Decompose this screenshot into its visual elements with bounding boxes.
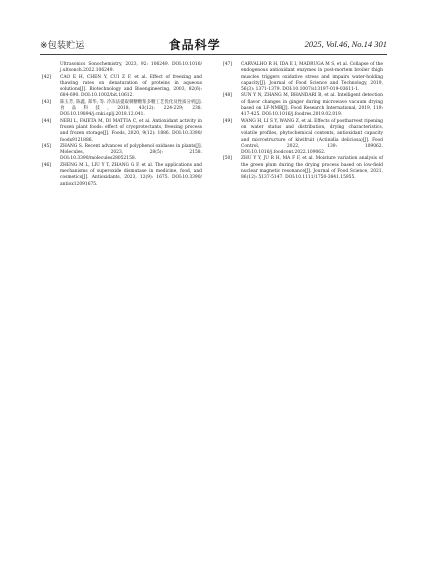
reference-text: ZHENG M L, LIU Y T, ZHANG G F, et al. The applications and mechanisms of superoxide dismutase in medicine, food, and cosmetics[J]. Antioxidants, 2023, 12(9): 1675. DOI:10.3390/ antiox12091675. bbox=[60, 162, 202, 187]
reference-item bbox=[42, 119, 202, 144]
reference-number: [42] bbox=[42, 74, 52, 80]
reference-number: [49] bbox=[223, 118, 233, 124]
reference-item bbox=[223, 93, 383, 118]
reference-item bbox=[223, 156, 383, 181]
reference-text: Ultrasonics Sonochemistry, 2023, 92: 106249. DOI:10.1016/ j.ultsonch.2022.106249. bbox=[60, 62, 202, 74]
journal-title: 食品科学 bbox=[168, 37, 221, 52]
reference-item bbox=[223, 119, 383, 157]
reference-number: [44] bbox=[42, 118, 52, 124]
reference-item bbox=[42, 100, 202, 119]
reference-number: [46] bbox=[42, 162, 52, 168]
reference-text: SUN Y N, ZHANG M, BHANDARI B, et al. Intelligent detection of flavor changes in ginger during microwave vacuum drying based on LF-NMR[J]. Food Research International, 2019, 119: 417-425. DOI:10.1016/j.foodres.2019.02.019. bbox=[241, 93, 383, 118]
reference-number: [48] bbox=[223, 93, 233, 99]
reference-text: ZHANG S. Recent advances of polyphenol oxidases in plants[J]. Molecules, 2023, 28(5): 2158. DOI:10.3390/molecules28052158. bbox=[60, 143, 202, 162]
page-header bbox=[40, 36, 387, 52]
reference-number: [50] bbox=[223, 156, 233, 162]
references-right-column bbox=[223, 62, 383, 182]
reference-text: ZHU Y Y, JU R H, MA F F, et al. Moisture variation analysis of the green plum during the drying process based on low-field nuclear magnetic resonance[J]. Journal of Food Science, 2021, 86(12): 5137-5147. DOI:10.1111/1750-3841.15955. bbox=[241, 156, 383, 181]
reference-number: [45] bbox=[42, 143, 52, 149]
reference-text: NERI L, FAIETA M, DI MATTIA C, et al. Antioxidant activity in frozen plant foods: effect of cryoprotectants, freezing process and frozen storage[J]. Foods, 2020, 9(12): 1886. DOI:10.3390/ foods9121886. bbox=[60, 118, 202, 143]
reference-item bbox=[223, 62, 383, 93]
reference-item bbox=[42, 163, 202, 188]
reference-continued bbox=[42, 62, 202, 75]
reference-number bbox=[42, 62, 60, 75]
reference-text: CARVALHO R H, IDA E I, MADRUGA M S, et al. Collapse of the endogenous antioxidant enzymes in post-mortem broiler thigh muscles triggers oxidative stress and impairs water-holding capacity[J]. Journal of Food Science and Technology, 2019, 56(3): 1371-1379. DOI:10.1007/s13197-019-03611-1. bbox=[241, 62, 383, 93]
reference-text: WANG H, LI S Y, WANG Z, et al. Effects of postharvest ripening on water status and distribution, drying characteristics, volatile profiles, phytochemical contents, antioxidant capacity and microstructure of kiwifruit (Actinidia deliciosa)[J]. Food Control, 2022, 139: 109062. DOI:10.1016/j.foodcont.2022.109062. bbox=[241, 118, 383, 156]
reference-number: [43] bbox=[42, 99, 52, 105]
reference-text: CAO E H, CHEN Y, CUI Z F, et al. Effect of freezing and thawing rates on denaturation of proteins in aqueous solutions[J]. Biotechnology and Bioengineering, 2003, 82(6): 684-690. DOI:10.1002/bit.10612. bbox=[60, 74, 202, 99]
reference-item bbox=[42, 75, 202, 100]
header-rule bbox=[40, 54, 387, 55]
reference-text: 陈玉芳, 陈鑫, 郑华, 等. 冷冻法提取刺糖糖浆多糖工艺优化及性质分析[J]. 食品科技, 2018, 43(12): 224-229; 238. DOI:10.19894/j.cnki.splj.2018.12.041. bbox=[60, 99, 202, 118]
section-label: ※包装贮运 bbox=[40, 40, 85, 51]
issue-info: 2025, Vol.46, No.14 301 bbox=[304, 39, 387, 49]
references-left-column bbox=[42, 62, 202, 188]
reference-number: [47] bbox=[223, 62, 233, 67]
reference-item bbox=[42, 144, 202, 163]
